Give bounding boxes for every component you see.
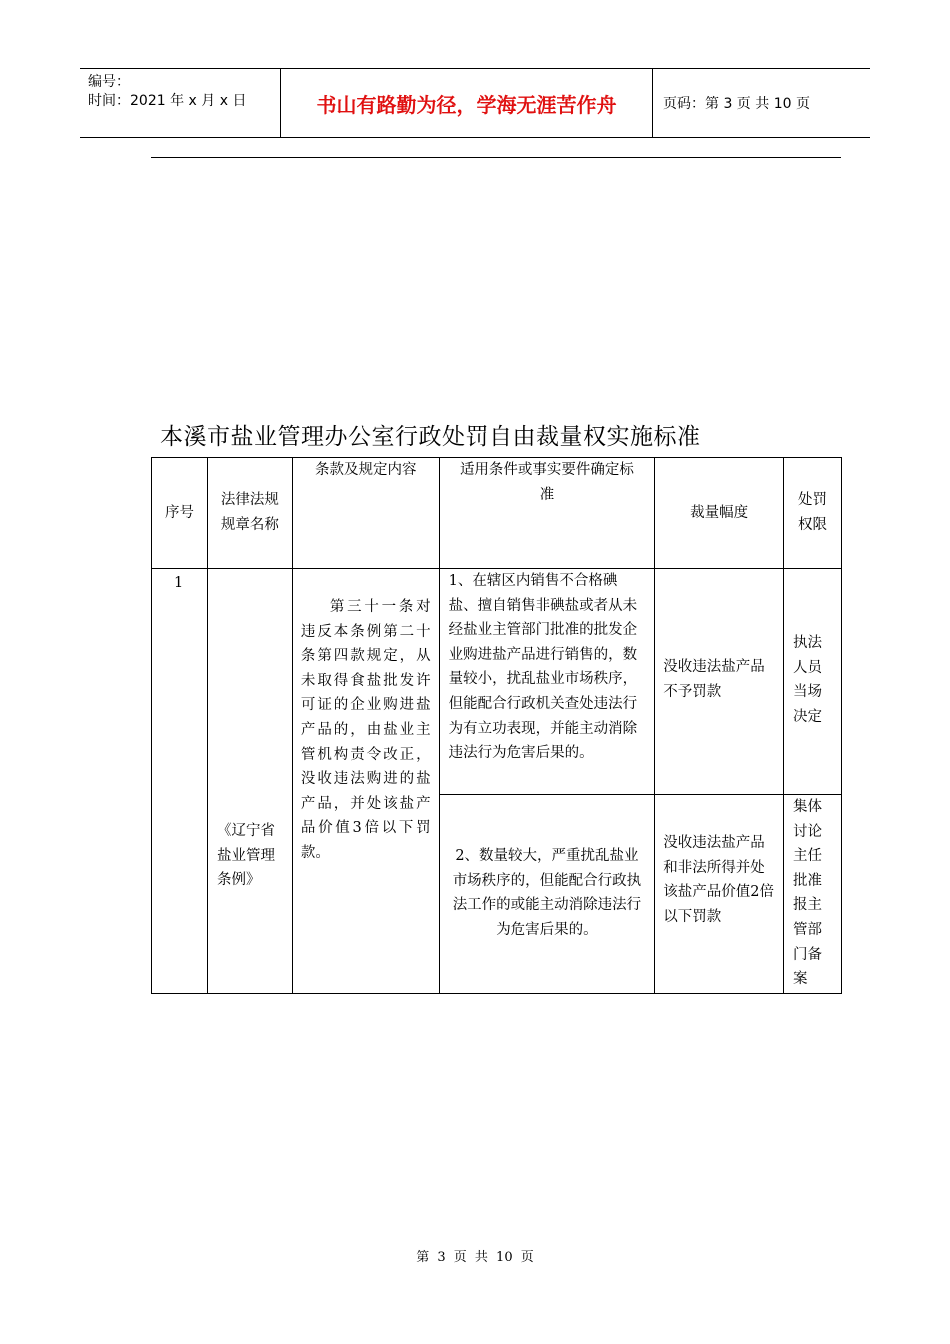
header-motto: 书山有路勤为径，学海无涯苦作舟 (281, 69, 653, 137)
header-law: 法律法规规章名称 (207, 458, 292, 569)
row-clause: 第三十一条对违反本条例第二十条第四款规定，从未取得食盐批发许可证的企业购进盐产品的，由盐业主管机构责令改正，没收违法购进的盐产品，并处该盐产品价值3倍以下罚款。 (292, 569, 439, 994)
row-authority-1: 执法人员当场决定 (784, 569, 842, 795)
header-range: 裁量幅度 (655, 458, 784, 569)
header-index: 序号 (152, 458, 208, 569)
row-condition-2: 2、数量较大，严重扰乱盐业市场秩序的，但能配合行政执法工作的或能主动消除违法行为危害后果的。 (439, 795, 655, 994)
header-meta (80, 69, 281, 137)
row-law-name: 《辽宁省盐业管理条例》 (207, 569, 292, 994)
page-header (80, 68, 870, 138)
header-divider (151, 157, 841, 158)
page-footer: 第 3 页 共 10 页 (416, 1250, 534, 1265)
row-range-2: 没收违法盐产品和非法所得并处该盐产品价值2倍以下罚款 (655, 795, 784, 994)
header-clause: 条款及规定内容 (292, 458, 439, 569)
header-authority: 处罚权限 (784, 458, 842, 569)
row-condition-1: 1、在辖区内销售不合格碘盐、擅自销售非碘盐或者从未经盐业主管部门批准的批发企业购进盐产品进行销售的，数量较小，扰乱盐业市场秩序，但能配合行政机关查处违法行为有立功表现，并能主动消除违法行为危害后果的。 (439, 569, 655, 795)
header-condition: 适用条件或事实要件确定标准 (439, 458, 655, 569)
table-header-row (152, 458, 842, 569)
penalty-standard-table (151, 457, 842, 994)
table-row (152, 569, 842, 795)
doc-time-label: 时间：2021 年 x 月 x 日 (88, 93, 247, 109)
document-title: 本溪市盐业管理办公室行政处罚自由裁量权实施标准 (160, 424, 701, 450)
row-range-1: 没收违法盐产品不予罚款 (655, 569, 784, 795)
row-index: 1 (152, 569, 208, 994)
header-page-info: 页码：第 3 页 共 10 页 (663, 96, 810, 112)
row-authority-2: 集体讨论主任批准报主管部门备案 (784, 795, 842, 994)
doc-number-label: 编号： (88, 74, 130, 90)
